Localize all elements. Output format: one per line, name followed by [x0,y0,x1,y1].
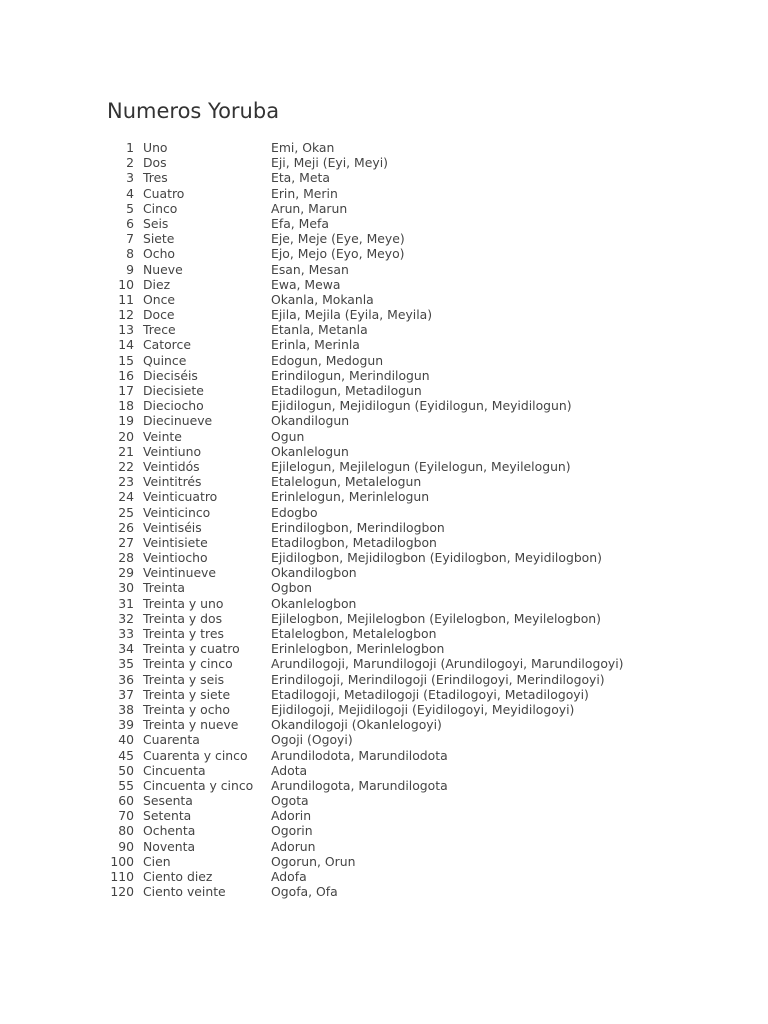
table-row [108,201,668,216]
spanish-cell: Seis [143,215,169,231]
number-cell: 7 [126,231,134,247]
table-row [108,292,668,307]
table-row [108,383,668,398]
number-cell: 39 [118,717,134,733]
table-row [108,489,668,504]
table-row [108,839,668,854]
spanish-cell: Veintisiete [143,534,208,550]
table-row [108,337,668,352]
spanish-cell: Noventa [143,838,196,854]
number-cell: 60 [118,793,134,809]
spanish-cell: Cinco [143,200,178,216]
spanish-cell: Veinticuatro [143,489,218,505]
number-cell: 80 [118,823,134,839]
table-row [108,778,668,793]
yoruba-cell: Erin, Merin [271,185,338,201]
yoruba-cell: Efa, Mefa [271,215,329,231]
spanish-cell: Veinticinco [143,504,211,520]
number-cell: 19 [118,413,134,429]
table-row [108,611,668,626]
yoruba-cell: Okandilogbon [271,565,357,581]
table-row [108,763,668,778]
spanish-cell: Catorce [143,337,191,353]
table-row [108,231,668,246]
table-row [108,413,668,428]
spanish-cell: Diez [143,276,171,292]
table-row [108,262,668,277]
number-cell: 24 [118,489,134,505]
spanish-cell: Diecinueve [143,413,213,429]
yoruba-cell: Ogoji (Ogoyi) [271,732,353,748]
table-row [108,444,668,459]
spanish-cell: Doce [143,307,175,323]
number-cell: 31 [118,595,134,611]
table-row [108,854,668,869]
table-row [108,429,668,444]
spanish-cell: Diecisiete [143,383,204,398]
yoruba-cell: Etadilogun, Metadilogun [271,383,422,398]
spanish-cell: Dieciséis [143,367,198,383]
number-cell: 16 [118,367,134,383]
number-cell: 1 [126,140,134,155]
spanish-cell: Cincuenta [143,762,206,778]
spanish-cell: Cien [143,853,171,869]
table-row [108,353,668,368]
yoruba-cell: Ogorin [271,823,313,839]
yoruba-cell: Ejilelogbon, Mejilelogbon (Eyilelogbon, Meyilelogbon) [271,610,601,626]
spanish-cell: Cuarenta y cinco [143,747,248,763]
spanish-cell: Ochenta [143,823,196,839]
yoruba-cell: Ejo, Mejo (Eyo, Meyo) [271,246,405,262]
number-cell: 6 [126,215,134,231]
table-row [108,687,668,702]
spanish-cell: Uno [143,140,168,155]
spanish-cell: Quince [143,352,187,368]
table-row [108,580,668,595]
table-row [108,398,668,413]
spanish-cell: Veintiocho [143,550,208,566]
number-cell: 21 [118,443,134,459]
number-cell: 28 [118,550,134,566]
table-row [108,307,668,322]
number-cell: 100 [110,853,134,869]
table-row [108,368,668,383]
yoruba-cell: Adota [271,762,308,778]
table-row [108,322,668,337]
spanish-cell: Treinta y nueve [143,717,239,733]
number-cell: 8 [126,246,134,262]
number-cell: 90 [118,838,134,854]
table-row [108,793,668,808]
number-cell: 5 [126,200,134,216]
number-cell: 45 [118,747,134,763]
spanish-cell: Trece [143,322,176,338]
spanish-cell: Ocho [143,246,175,262]
yoruba-cell: Ejidilogun, Mejidilogun (Eyidilogun, Meyidilogun) [271,398,572,414]
spanish-cell: Veintiuno [143,443,202,459]
table-row [108,186,668,201]
spanish-cell: Sesenta [143,793,193,809]
yoruba-cell: Ejila, Mejila (Eyila, Meyila) [271,307,433,323]
yoruba-cell: Okandilogun [271,413,350,429]
spanish-cell: Veintidós [143,458,200,474]
yoruba-cell: Ogbon [271,580,312,596]
yoruba-cell: Okanlelogbon [271,595,357,611]
table-row [108,596,668,611]
numbers-table [108,140,668,899]
spanish-cell: Treinta y dos [143,610,223,626]
number-cell: 25 [118,504,134,520]
yoruba-cell: Eji, Meji (Eyi, Meyi) [271,155,388,171]
spanish-cell: Veinte [143,428,182,444]
yoruba-cell: Erindilogbon, Merindilogbon [271,519,445,535]
yoruba-cell: Ogota [271,793,309,809]
yoruba-cell: Okandilogoji (Okanlelogoyi) [271,717,442,733]
number-cell: 34 [118,641,134,657]
table-row [108,520,668,535]
table-row [108,808,668,823]
number-cell: 15 [118,352,134,368]
spanish-cell: Veintinueve [143,565,217,581]
yoruba-cell: Arundilogoji, Marundilogoji (Arundilogoyi, Marundilogoyi) [271,656,624,672]
table-row [108,884,668,899]
spanish-cell: Treinta y seis [143,671,225,687]
table-row [108,823,668,838]
yoruba-cell: Adorun [271,838,316,854]
spanish-cell: Cuarenta [143,732,200,748]
table-row [108,869,668,884]
number-cell: 35 [118,656,134,672]
spanish-cell: Siete [143,231,175,247]
table-row [108,170,668,185]
yoruba-cell: Ejilelogun, Mejilelogun (Eyilelogun, Meyilelogun) [271,458,571,474]
yoruba-cell: Ejidilogbon, Mejidilogbon (Eyidilogbon, Meyidilogbon) [271,550,602,566]
table-row [108,277,668,292]
number-cell: 4 [126,185,134,201]
table-row [108,550,668,565]
number-cell: 55 [118,777,134,793]
spanish-cell: Cuatro [143,185,185,201]
yoruba-cell: Etadilogoji, Metadilogoji (Etadilogoyi, Metadilogoyi) [271,686,589,702]
number-cell: 18 [118,398,134,414]
yoruba-cell: Arun, Marun [271,200,348,216]
table-row [108,459,668,474]
spanish-cell: Ciento veinte [143,884,226,900]
number-cell: 38 [118,701,134,717]
number-cell: 29 [118,565,134,581]
number-cell: 32 [118,610,134,626]
yoruba-cell: Emi, Okan [271,140,335,155]
spanish-cell: Treinta y tres [143,626,224,641]
table-row [108,140,668,155]
spanish-cell: Treinta y ocho [143,701,230,717]
table-row [108,246,668,261]
yoruba-cell: Ogun [271,428,305,444]
number-cell: 20 [118,428,134,444]
spanish-cell: Once [143,291,176,307]
yoruba-cell: Etadilogbon, Metadilogbon [271,534,437,550]
spanish-cell: Veintiséis [143,519,202,535]
spanish-cell: Cincuenta y cinco [143,777,254,793]
number-cell: 120 [110,884,134,900]
number-cell: 9 [126,261,134,277]
number-cell: 27 [118,534,134,550]
yoruba-cell: Etalelogbon, Metalelogbon [271,626,437,641]
yoruba-cell: Etanla, Metanla [271,322,368,338]
spanish-cell: Dieciocho [143,398,204,414]
table-row [108,535,668,550]
spanish-cell: Nueve [143,261,183,277]
number-cell: 40 [118,732,134,748]
yoruba-cell: Eje, Meje (Eye, Meye) [271,231,405,247]
table-row [108,216,668,231]
number-cell: 22 [118,458,134,474]
number-cell: 70 [118,808,134,824]
number-cell: 3 [126,170,134,186]
number-cell: 14 [118,337,134,353]
yoruba-cell: Ewa, Mewa [271,276,341,292]
yoruba-cell: Eta, Meta [271,170,330,186]
yoruba-cell: Erinlelogbon, Merinlelogbon [271,641,445,657]
yoruba-cell: Arundilogota, Marundilogota [271,777,448,793]
yoruba-cell: Esan, Mesan [271,261,349,277]
yoruba-cell: Ogofa, Ofa [271,884,338,900]
table-row [108,505,668,520]
page-title: Numeros Yoruba [107,99,280,123]
number-cell: 33 [118,626,134,641]
number-cell: 10 [118,276,134,292]
number-cell: 50 [118,762,134,778]
table-row [108,672,668,687]
number-cell: 13 [118,322,134,338]
number-cell: 17 [118,383,134,398]
table-row [108,626,668,641]
number-cell: 11 [118,291,134,307]
spanish-cell: Treinta y cinco [143,656,233,672]
yoruba-cell: Arundilodota, Marundilodota [271,747,448,763]
yoruba-cell: Ogorun, Orun [271,853,356,869]
table-row [108,474,668,489]
yoruba-cell: Etalelogun, Metalelogun [271,474,422,490]
spanish-cell: Treinta y siete [143,686,231,702]
number-cell: 12 [118,307,134,323]
spanish-cell: Treinta [143,580,185,596]
number-cell: 2 [126,155,134,171]
spanish-cell: Setenta [143,808,192,824]
yoruba-cell: Erindilogun, Merindilogun [271,367,430,383]
yoruba-cell: Erinla, Merinla [271,337,360,353]
table-row [108,641,668,656]
number-cell: 30 [118,580,134,596]
spanish-cell: Treinta y cuatro [143,641,240,657]
table-row [108,656,668,671]
number-cell: 26 [118,519,134,535]
table-row [108,702,668,717]
number-cell: 23 [118,474,134,490]
table-row [108,565,668,580]
yoruba-cell: Erinlelogun, Merinlelogun [271,489,430,505]
yoruba-cell: Edogun, Medogun [271,352,384,368]
number-cell: 37 [118,686,134,702]
table-row [108,155,668,170]
yoruba-cell: Edogbo [271,504,318,520]
spanish-cell: Ciento diez [143,869,213,884]
table-row [108,717,668,732]
spanish-cell: Veintitrés [143,474,202,490]
yoruba-cell: Adofa [271,869,307,884]
spanish-cell: Treinta y uno [143,595,224,611]
yoruba-cell: Erindilogoji, Merindilogoji (Erindilogoyi, Merindilogoyi) [271,671,605,687]
yoruba-cell: Okanla, Mokanla [271,291,374,307]
spanish-cell: Dos [143,155,167,171]
number-cell: 110 [110,869,134,884]
yoruba-cell: Ejidilogoji, Mejidilogoji (Eyidilogoyi, Meyidilogoyi) [271,701,575,717]
number-cell: 36 [118,671,134,687]
yoruba-cell: Adorin [271,808,312,824]
table-row [108,732,668,747]
yoruba-cell: Okanlelogun [271,443,349,459]
spanish-cell: Tres [143,170,168,186]
table-row [108,748,668,763]
